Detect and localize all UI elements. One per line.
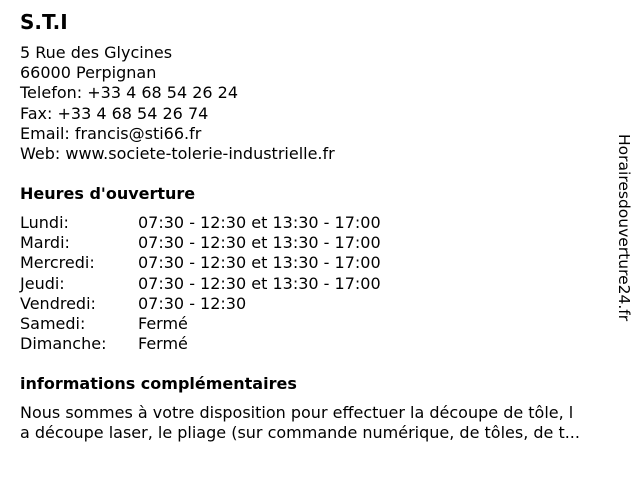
hours-row-monday xyxy=(20,213,381,233)
phone-number: Telefon: +33 4 68 54 26 24 xyxy=(20,83,239,103)
day-label: Vendredi: xyxy=(20,293,96,313)
day-label: Lundi: xyxy=(20,213,69,232)
day-label: Jeudi: xyxy=(20,273,65,293)
business-description xyxy=(20,403,632,443)
day-label: Mardi: xyxy=(20,233,70,253)
day-times: 07:30 - 12:30 et 13:30 - 17:00 xyxy=(138,273,381,293)
opening-hours-table xyxy=(20,213,381,354)
watermark-text: Horairesdouverture24.fr xyxy=(615,134,633,322)
hours-row-thursday xyxy=(20,274,381,294)
day-label: Dimanche: xyxy=(20,334,107,354)
day-times: 07:30 - 12:30 et 13:30 - 17:00 xyxy=(138,253,381,273)
day-times: 07:30 - 12:30 et 13:30 - 17:00 xyxy=(138,233,381,253)
hours-row-tuesday xyxy=(20,233,381,253)
day-times: 07:30 - 12:30 et 13:30 - 17:00 xyxy=(138,213,381,232)
hours-row-saturday xyxy=(20,314,381,334)
day-label: Mercredi: xyxy=(20,253,95,273)
hours-row-wednesday xyxy=(20,253,381,273)
fax-number: Fax: +33 4 68 54 26 74 xyxy=(20,103,209,123)
description-line: Nous sommes à votre disposition pour effectuer la découpe de tôle, l xyxy=(20,403,574,422)
day-label: Samedi: xyxy=(20,313,86,333)
day-times: Fermé xyxy=(138,313,188,333)
additional-info-heading: informations complémentaires xyxy=(20,374,297,393)
site-watermark xyxy=(612,134,636,374)
hours-row-sunday xyxy=(20,334,381,354)
day-times: 07:30 - 12:30 xyxy=(138,293,247,313)
website-address: Web: www.societe-tolerie-industrielle.fr xyxy=(20,144,335,164)
address-line-city: 66000 Perpignan xyxy=(20,63,157,83)
opening-hours-heading: Heures d'ouverture xyxy=(20,184,196,203)
day-times: Fermé xyxy=(138,334,188,354)
contact-block xyxy=(20,43,335,164)
hours-row-friday xyxy=(20,294,381,314)
email-address: Email: francis@sti66.fr xyxy=(20,123,202,143)
description-line: a découpe laser, le pliage (sur commande numérique, de tôles, de t... xyxy=(20,423,580,443)
address-line-street: 5 Rue des Glycines xyxy=(20,43,173,62)
business-name: S.T.I xyxy=(20,10,68,34)
